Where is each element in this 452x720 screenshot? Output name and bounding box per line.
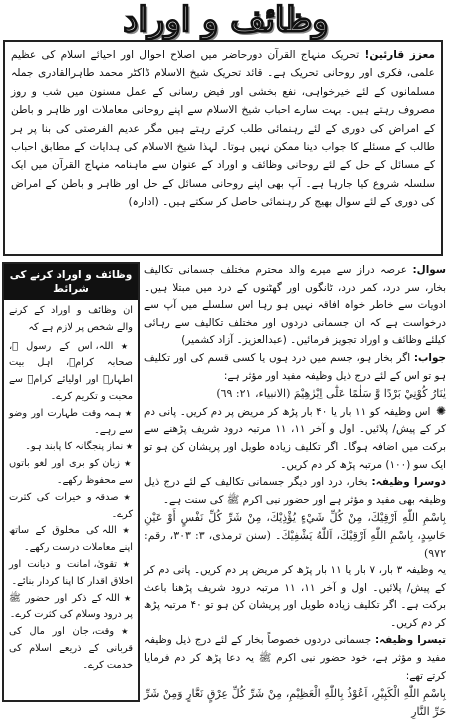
answer-text: اگر بخار ہو، جسم میں درد ہوں یا کسی قسم کی اور تکلیف ہو تو اس کے لئے درج ذیل وظیفہ مفید اور مؤثر ہے: xyxy=(144,351,446,382)
wazifa-3-label: تیسرا وظیفہ: xyxy=(374,634,446,647)
condition-item: ★ نماز پنجگانہ کا پابند ہو۔ xyxy=(9,439,133,456)
condition-item: ★ اللہ کی مخلوق کے ساتھ اپنے معاملات درست رکھے۔ xyxy=(9,523,133,557)
instruction-1 xyxy=(144,403,446,474)
intro-lead: معزز قارئین! xyxy=(364,49,435,61)
question-label: سوال: xyxy=(412,264,446,276)
condition-item: ★ اللہ کے ذکر اور حضور ﷺ پر درود وسلام کی کثرت کرے۔ xyxy=(9,591,133,625)
intro-text: تحریک منہاج القرآن دورحاضر میں اصلاح احوال اور احیائے اسلام کی عظیم علمی، فکری اور روحانی تحریک ہے۔ قائد تحریک شیخ الاسلام ڈاکٹر محمد طاہرالقادری جملہ مسلمانوں کے لئے خیرخواہی، نفع بخشی اور فیض رسانی کے عمل مسنون میں شب و روز مصروف رہتے ہیں۔ بہت سارے احباب شیخ الاسلام سے اپنے روحانی معاملات اور ظاہر و باطن کے امراض کی دوری کے لئے رہنمائی طلب کرتے رہتے ہیں مگر عدیم الفرصتی کی بنا پر ہر طالب کے مسئلے کا جواب دینا ممکن نہیں ہوتا۔ لہذا شیخ الاسلام کی ہدایات کے مطابق احباب کے مسائل کے حل کے لئے روحانی وظائف و اوراد کے عنوان سے ماہنامہ منہاج القرآن میں ایک سلسلہ شروع کیا جارہا ہے۔ آپ بھی اپنے روحانی مسائل کے حل اور ظاہر و باطن کے امراض کی دوری کے لئے سوال بھیج کر رہنمائی حاصل کر سکتے ہیں۔ (ادارہ) xyxy=(11,49,435,209)
wazifa-3-text: جسمانی دردوں خصوصاً بخار کے لئے درج ذیل وظیفہ مفید و مؤثر ہے، خود حضور نبی اکرم ﷺ یہ دعا پڑھ کر دم فرمایا کرتے تھے: xyxy=(144,634,446,682)
question-text: عرصہ دراز سے میرے والد محترم مختلف جسمانی تکالیف بخار، سر درد، کمر درد، ٹانگوں اور گھٹنوں کے درد میں مبتلا ہیں۔ ادویات سے خاطر خواہ افاقہ نہیں ہو رہا اس سلسلے میں آپ سے درخواست ہے کہ ان جسمانی دردوں اور مختلف تکالیف سے رہائی کیلئے وظائف و اوراد تجویز فرمائیں۔ (عبدالعزیز۔ آزاد کشمیر) xyxy=(144,264,446,347)
intro-box xyxy=(3,40,443,256)
wazifa-2-paragraph xyxy=(144,474,446,509)
instruction-1-text: اس وظیفہ کو ۱۱ بار یا ۴۰ بار پڑھ کر مریض پر دم کریں۔ پانی دم کر کے پیش/ پلائیں۔ اول و آخر ۱۱، ۱۱ مرتبہ درود شریف پڑھنے سے برکت میں اضافہ ہوگا۔ اگر تکلیف زیادہ طویل اور پریشان کن ہو تو ایک سو (۱۰۰) مرتبہ پڑھ کر دم کریں۔ xyxy=(144,405,446,471)
star-icon: ✺ xyxy=(435,403,447,418)
condition-item: ★ زبان کو بری اور لغو باتوں سے محفوظ رکھے۔ xyxy=(9,456,133,490)
question-paragraph xyxy=(144,262,446,350)
main-article xyxy=(144,262,447,718)
wazifa-2-label: دوسرا وظیفہ: xyxy=(371,476,446,489)
instruction-2: یہ وظیفہ ۳ بار، ۷ بار یا ۱۱ بار پڑھ کر مریض پر دم کریں۔ پانی دم کر کے پیش/ پلائیں۔ اول و آخر ۱۱، ۱۱ مرتبہ درود شریف پڑھنا باعث برکت ہے۔ اگر تکلیف زیادہ طویل اور پریشان کن ہو تو ۴۰ مرتبہ پڑھ کر دم کریں۔ xyxy=(144,564,446,629)
page-title-banner xyxy=(0,0,452,40)
wazifa-2-text: بخار، درد اور دیگر جسمانی تکالیف کے لئے درج ذیل وظیفہ بھی مفید و مؤثر ہے اور حضور نبی اکرم ﷺ کی سنت ہے۔ xyxy=(144,476,446,506)
answer-paragraph xyxy=(144,350,446,385)
condition-item: ★ وقت، جان اور مال کی قربانی کے ذریعے اسلام کی خدمت کرے۔ xyxy=(9,624,133,674)
verse-2: بِاسْمِ اللّٰهِ اَرْقِيْكَ، مِنْ كُلِّ شَيْءٍ يُؤْذِيْكَ، مِنْ شَرِّ كُلِّ نَفْسٍ أَوْ عَيْنِ حَاسِدٍ، بِاسْمِ اللّٰهِ اَرْقِيْكَ، اَللّٰهُ يَشْفِيْكَ۔ (سنن ترمذی، ۳: ۳۰۳، رقم: ۹۷۲) xyxy=(144,511,446,560)
answer-label: جواب: xyxy=(413,351,446,364)
wazifa-3-paragraph xyxy=(144,632,446,685)
conditions-sidebar xyxy=(2,262,140,702)
condition-item: ★ تقویٰ، امانت و دیانت اور اخلاق اقدار کا اپنا کردار بنائے۔ xyxy=(9,557,133,591)
verse-1: يٰنَارُ كُوْنِيْ بَرْدًا وَّ سَلٰمًا عَلٰٓى اِبْرٰهِيْمَ (الانبياء، ٢١: ٦٩) xyxy=(216,387,446,401)
sidebar-body xyxy=(4,300,138,678)
condition-item: ★ ہمہ وقت طہارت اور وضو سے رہے۔ xyxy=(9,406,133,440)
condition-item: ★ صدقہ و خیرات کی کثرت کرے۔ xyxy=(9,490,133,524)
verse-3: بِاسْمِ اللّٰهِ الْكَبِيْرِ، اَعُوْذُ بِاللّٰهِ الْعَظِيْمِ، مِنْ شَرِّ كُلِّ عِرْقٍ نَعَّارٍ وَمِنْ شَرِّ حَرِّ النَّارِ xyxy=(144,687,446,718)
sidebar-intro: ان وظائف و اوراد کے کرنے والے شخص پر لازم ہے کہ xyxy=(9,305,133,333)
sidebar-heading: وظائف و اوراد کرنے کی شرائط xyxy=(4,264,138,300)
condition-item: ★ اللہ، اس کے رسول ﷺ، صحابہ کرامؓ، اہل بیت اطہارؓ اور اولیائے کرامؒ سے محبت و تکریم کرے۔ xyxy=(9,339,133,406)
page-title: وظائف و اوراد xyxy=(123,0,329,40)
